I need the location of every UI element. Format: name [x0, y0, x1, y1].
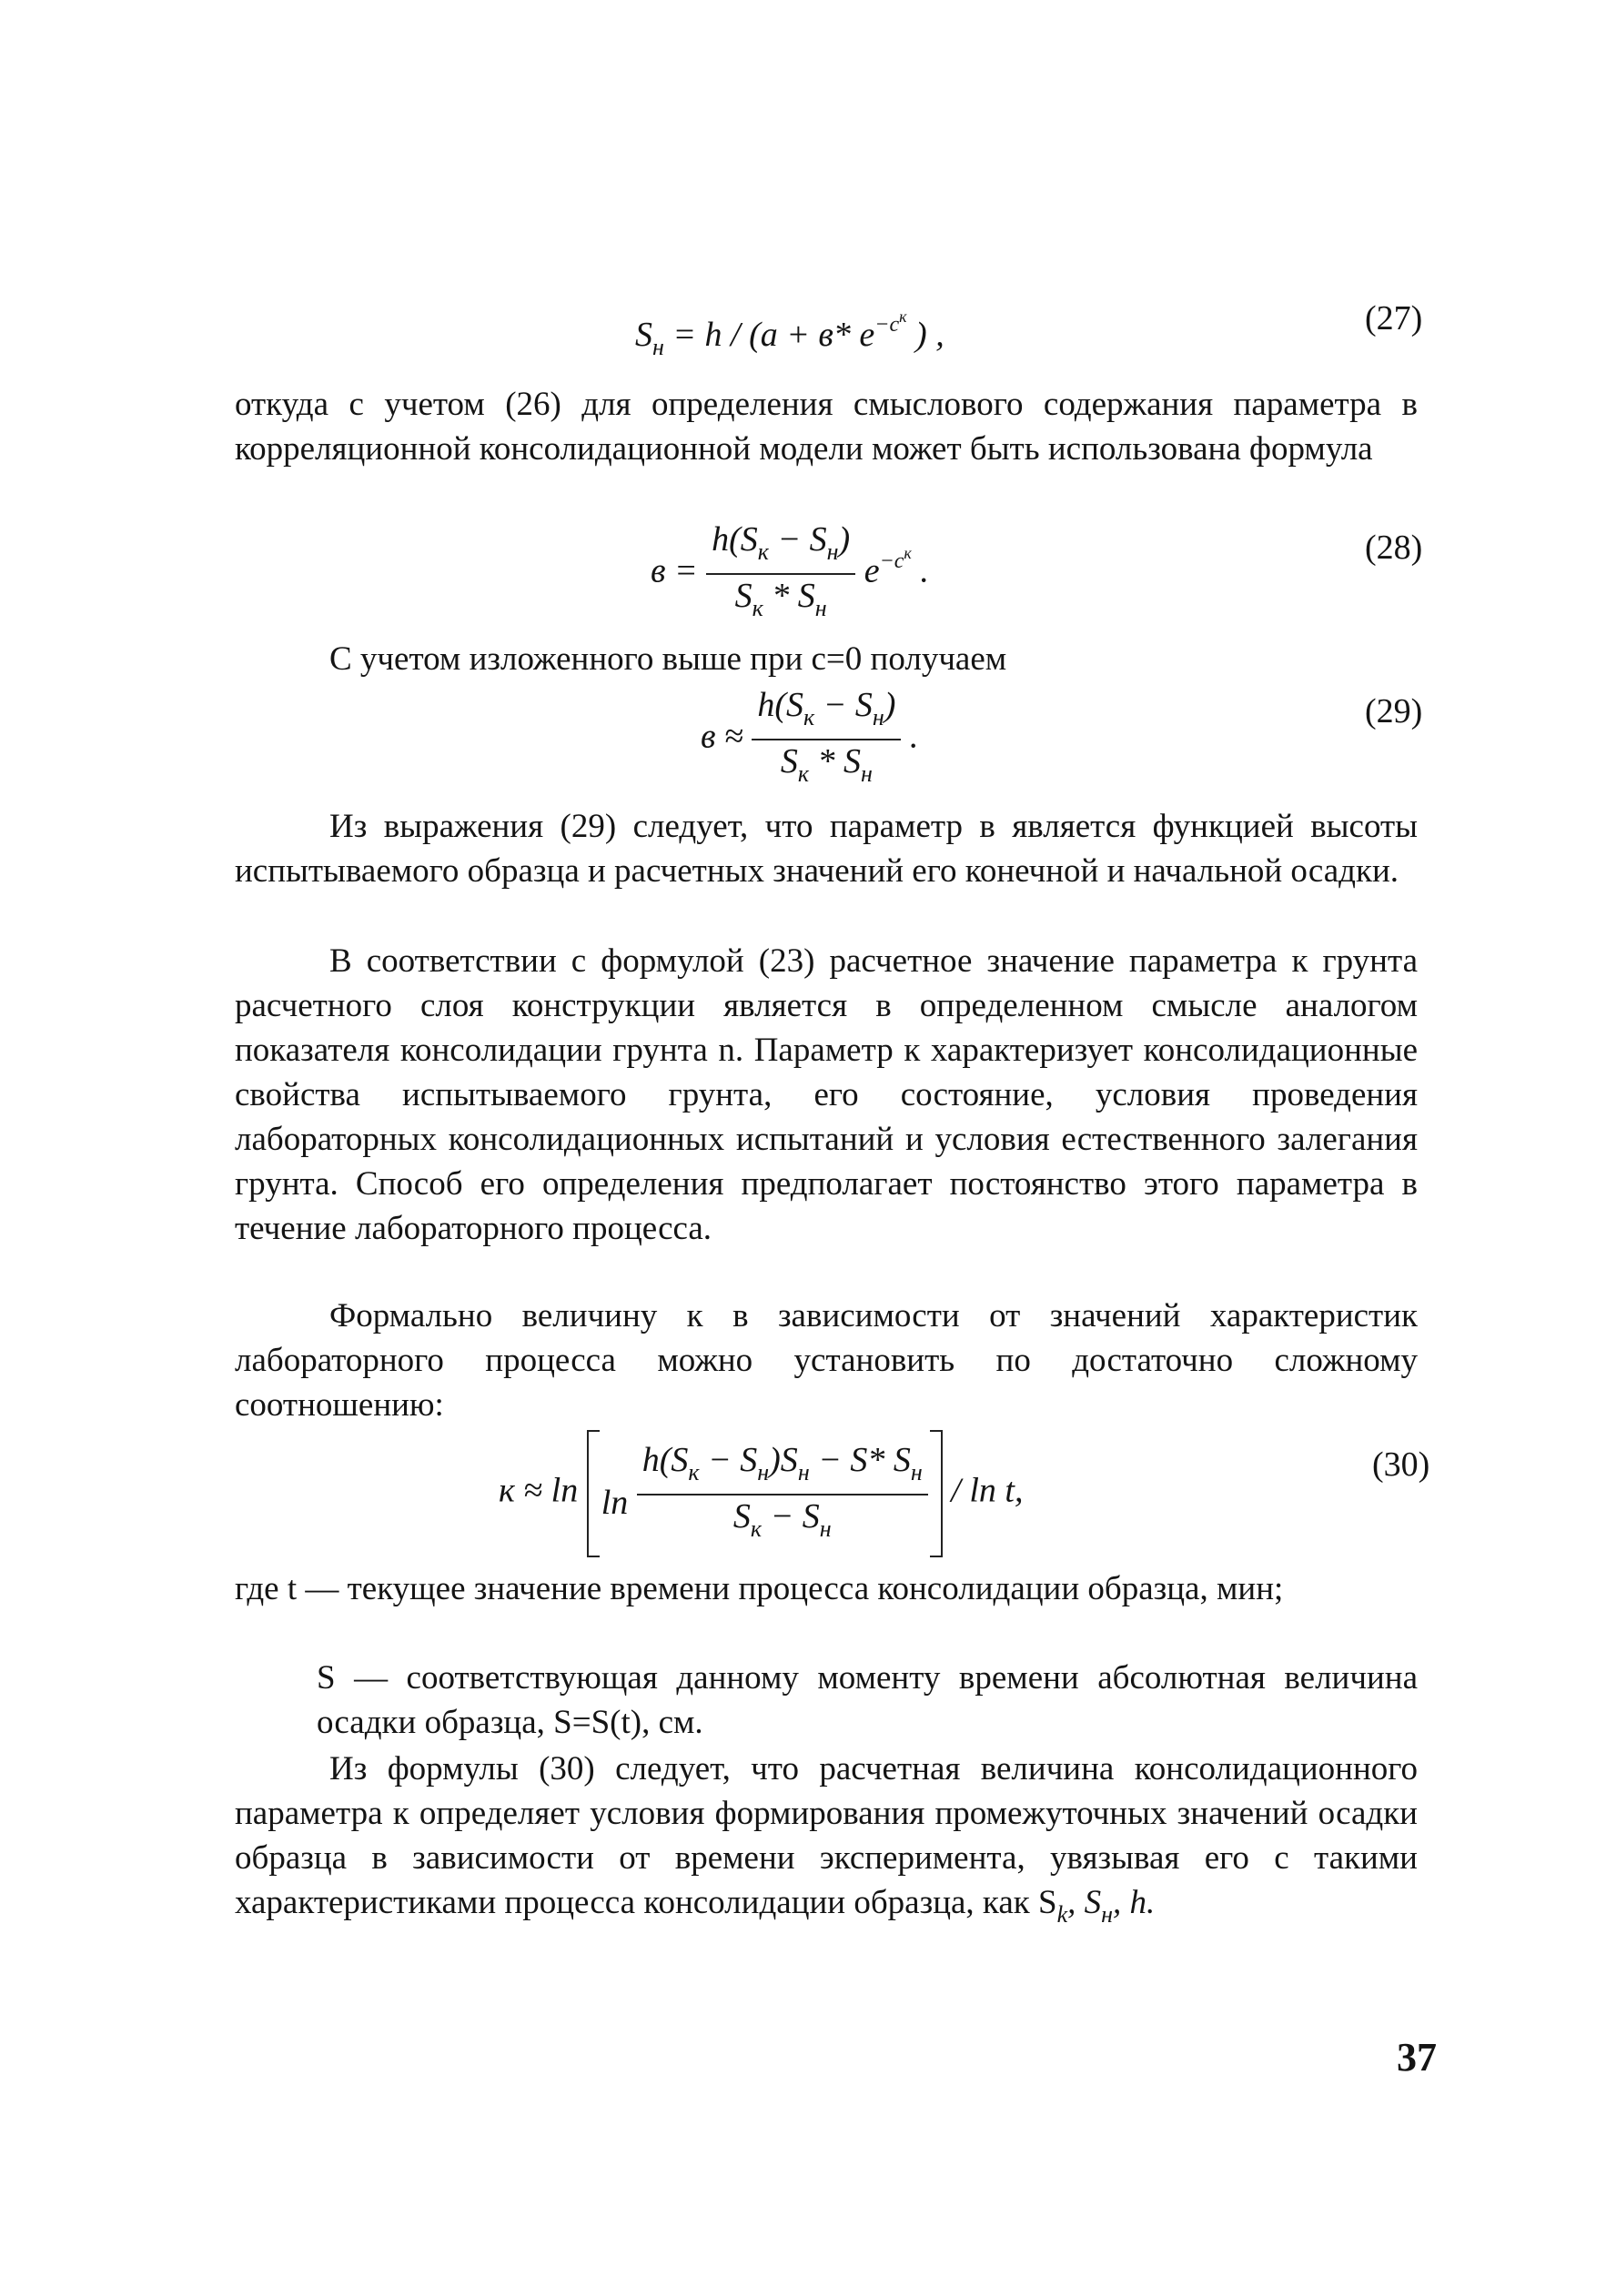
eq30-numer-a-sub3: н — [797, 1459, 810, 1485]
eq28-denom: S — [734, 577, 752, 615]
equation-27 — [635, 307, 944, 361]
eq30-lhs: к ≈ ln — [499, 1471, 579, 1510]
equation-number-27: (27) — [1365, 299, 1423, 337]
eq27-lhs-sub: н — [652, 334, 664, 360]
paragraph-3: Из выражения (29) следует, что параметр в является функцией высоты испытываемого образца и расчетных значений его конечной и начальной осадки. — [235, 808, 1418, 890]
eq29-denom-mid: * S — [809, 742, 862, 780]
eq30-denom-sub1: к — [750, 1516, 763, 1542]
eq29-denominator — [752, 740, 901, 795]
eq30-numer-a-rest: − S* S — [809, 1441, 911, 1479]
paragraph-8-end: , h. — [1113, 1884, 1156, 1921]
eq28-tail: e — [864, 551, 880, 590]
eq28-denom-sub1: к — [752, 595, 763, 621]
eq27-exp: −c — [874, 313, 900, 337]
eq28-numer-sub1: к — [757, 539, 769, 565]
eq30-fraction — [637, 1439, 928, 1550]
eq29-denom-sub2: н — [861, 760, 873, 787]
eq29-numer-end: ) — [884, 686, 896, 724]
eq30-numer-a-sub2: н — [757, 1459, 770, 1485]
equation-number-29: (29) — [1365, 692, 1423, 730]
eq28-tail-exp: −c — [879, 549, 904, 573]
eq30-numer-a-sub4: н — [910, 1459, 923, 1485]
eq30-ln: ln — [601, 1484, 629, 1522]
equation-number-30: (30) — [1372, 1445, 1430, 1484]
paragraph-2: С учетом изложенного выше при c=0 получаем — [329, 640, 1007, 678]
paragraph-1: откуда с учетом (26) для определения смыслового содержания параметра в корреляционной консолидационной модели может быть использована формула — [235, 386, 1418, 468]
equation-28 — [651, 519, 929, 629]
eq30-numer-a-sub1: к — [688, 1459, 700, 1485]
page-number: 37 — [1397, 2035, 1437, 2079]
eq28-denom-sub2: н — [814, 595, 827, 621]
paragraph-8-sub1: k — [1056, 1901, 1068, 1928]
eq28-tail-exp-sup: к — [904, 543, 912, 562]
equation-number-28: (28) — [1365, 529, 1423, 567]
eq29-denom-sub1: к — [797, 760, 810, 787]
eq28-numer-mid: − S — [768, 520, 827, 559]
paragraph-8-mid: , S — [1067, 1884, 1102, 1921]
eq28-numerator — [706, 519, 855, 575]
eq27-close: ) , — [915, 316, 944, 354]
eq29-numerator — [752, 684, 901, 740]
eq29-fraction — [752, 684, 901, 795]
paragraph-7: S — соответствующая данному моменту времени абсолютная величина осадки образца, S=S(t), см. — [317, 1659, 1418, 1741]
eq30-bracket — [587, 1430, 943, 1557]
eq30-numer-a: h(S — [641, 1441, 689, 1479]
eq28-denom-mid: * S — [763, 577, 815, 615]
eq30-numerator — [637, 1439, 928, 1495]
eq29-numer-sub1: к — [803, 704, 815, 730]
eq29-numer: h(S — [757, 686, 804, 724]
eq27-exp-sup: к — [899, 307, 907, 326]
equation-30 — [499, 1430, 1023, 1557]
eq30-denominator — [637, 1495, 928, 1550]
eq27-lhs: S — [635, 316, 652, 354]
eq28-lhs: в = — [651, 551, 698, 590]
eq28-numer: h(S — [712, 520, 758, 559]
eq28-numer-end: ) — [838, 520, 851, 559]
eq29-denom: S — [780, 742, 798, 780]
eq30-denom-sub2: н — [819, 1516, 832, 1542]
eq28-fraction — [706, 519, 855, 629]
paragraph-6: где t — текущее значение времени процесса консолидации образца, мин; — [235, 1570, 1284, 1607]
paragraph-8 — [235, 1747, 1418, 1937]
eq30-after: / ln t, — [951, 1471, 1024, 1510]
eq29-lhs: в ≈ — [701, 717, 743, 756]
paragraph-8-sub2: н — [1101, 1901, 1114, 1928]
eq30-denom-mid: − S — [762, 1497, 820, 1536]
paragraph-5: Формально величину к в зависимости от значений характеристик лабораторного процесса можно установить по достаточно сложному соотношению: — [235, 1297, 1418, 1424]
eq28-tail-end: . — [911, 551, 929, 590]
eq27-rhs: = h / (a + в* e — [672, 316, 875, 354]
eq29-tail-end: . — [909, 717, 919, 756]
equation-29 — [701, 684, 918, 795]
eq29-numer-sub2: н — [872, 704, 884, 730]
paragraph-4: В соответствии с формулой (23) расчетное значение параметра к грунта расчетного слоя конструкции является в определенном смысле аналогом показателя консолидации грунта n. Параметр к характеризует консолидационные свойства испытываемого грунта, его состояние, условия проведения лабораторных консолидационных испытаний и условия естественного залегания грунта. Способ его определения предполагает постоянство этого параметра в течение лабораторного процесса. — [235, 942, 1418, 1247]
eq30-numer-a-end: )S — [769, 1441, 798, 1479]
paragraph-8-text: Из формулы (30) следует, что расчетная величина консолидационного параметра к определяет условия формирования промежуточных значений осадки образца в зависимости от времени эксперимента, увязывая его с такими характеристиками процесса консолидации образца, как S — [235, 1750, 1418, 1921]
eq28-denominator — [706, 575, 855, 629]
eq28-numer-sub2: н — [826, 539, 839, 565]
eq30-numer-a-mid: − S — [699, 1441, 758, 1479]
eq30-denom: S — [732, 1497, 751, 1536]
eq29-numer-mid: − S — [814, 686, 873, 724]
